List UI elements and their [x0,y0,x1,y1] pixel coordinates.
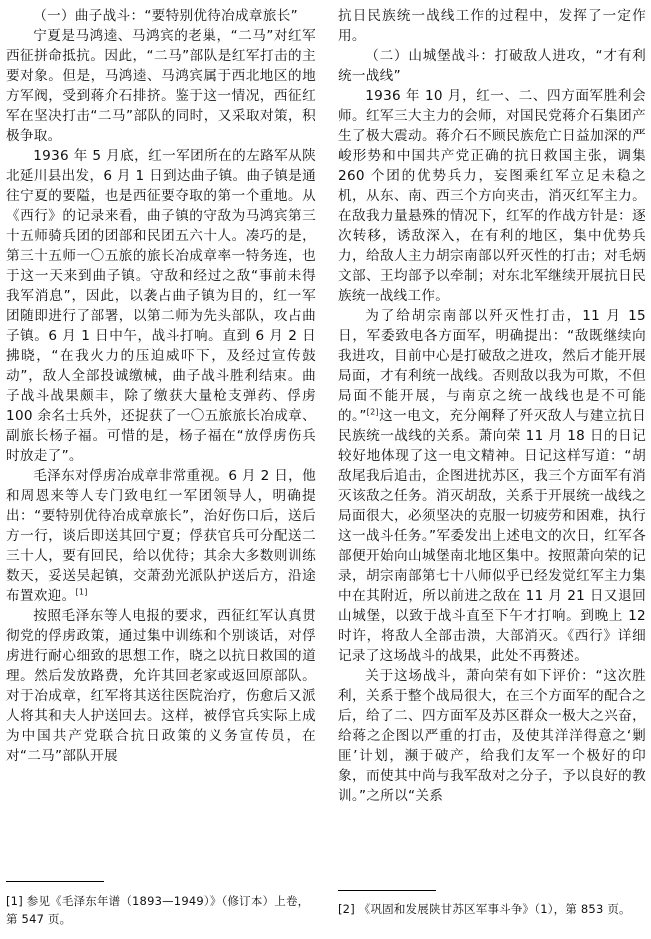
paragraph: 1936 年 10 月，红一、二、四方面军胜利会师。红军三大主力的会师，对国民党蒋介石集团产生了极大震动。蒋介石不顾民族危亡日益加深的严峻形势和中国共产党正确的抗日救国主张，调集 260 个团的优势兵力，妄图乘红军立足未稳之机，从东、南、西三个方向夹击，消灭红军主力。在敌我力量悬殊的情况下，红军的作战方针是：逐次转移，诱敌深入，在有利的地区，集中优势兵力，给敌人主力胡宗南部以歼灭性的打击；对毛炳文部、王均部予以牵制；对东北军继续开展抗日民族统一战线工作。 [338,88,646,304]
paragraph-text: 这一电文，充分阐释了歼灭敌人与建立抗日民族统一战线的关系。萧向荣 11 月 18 日的日记较好地体现了这一电文精神。日记这样写道：“胡敌尾我后追击，企图进扰苏区，我三个方面军有消灭该敌之任务。消灭胡敌，关系于开展统一战线之局面很大，必须坚决的克服一切疲劳和困难，执行这一战斗任务。”军委发出上述电文的次日，红军各部便开始向山城堡南北地区集中。按照萧向荣的记录，胡宗南部第七十八师似乎已经发觉红军主力集中在其附近，所以前进之敌在 11 月 21 日又退回山城堡，以致于战斗直至下午才打响。到晚上 12 时许，将敌人全部击溃，大部消灭。《西行》详细记录了这场战斗的战果，此处不再赘述。 [338,408,646,664]
footnote-ref[interactable]: [2] [366,407,379,417]
paragraph [338,306,646,666]
paragraph: 1936 年 5 月底，红一军团所在的左路军从陕北延川县出发，6 月 1 日到达曲子镇。曲子镇是通往宁夏的要隘，也是西征要夺取的第一个重地。从《西行》的记录来看，曲子镇的守敌为马鸿宾第三十五师骑兵团的团部和民团五六十人。凑巧的是，第三十五师一〇五旅的旅长冶成章率一特务连，也于这一天来到曲子镇。守敌和经过之敌“事前未得我军消息”，因此，以袭占曲子镇为目的，红一军团随即进行了部署，以第二师为先头部队，攻占曲子镇。6 月 1 日中午，战斗打响。直到 6 月 2 日拂晓，“在我火力的压迫威吓下，及经过宣传鼓动”，敌人全部投诚缴械，曲子战斗胜利结束。曲子战斗战果颇丰，除了缴获大量枪支弹药、俘虏 100 余名士兵外，还捉获了一〇五旅旅长冶成章、副旅长杨子福。可惜的是，杨子福在“放俘虏伤兵时放走了”。 [6,148,316,464]
paragraph: 按照毛泽东等人电报的要求，西征红军认真贯彻党的俘虏政策，通过集中训练和个别谈话，对俘虏进行耐心细致的思想工作，晓之以抗日救国的道理。然后发放路费，允许其回老家或返回原部队。对于冶成章，红军将其送往医院治疗，伤愈后又派人将其和夫人护送回去。这样，被俘官兵实际上成为中国共产党联合抗日政策的义务宣传员，在对“二马”部队开展 [6,608,316,764]
paragraph-text: 毛泽东对俘虏冶成章非常重视。6 月 2 日，他和周恩来等人专门致电红一军团领导人，明确提出：“要特别优待冶成章旅长”，治好伤口后，送后方一行，谈后即送其回宁夏；俘获官兵可分配送二三十人，要有回民，给以优待；其余大多数则训练数天，妥送吴起镇，交萧劲光派队护送后方，沿途布置欢迎。 [6,468,316,604]
right-column [338,6,646,806]
section-heading-quzi: （一）曲子战斗：“要特别优待冶成章旅长” [33,8,298,24]
footnote-divider [338,890,436,891]
section-heading-shanchengbao: （二）山城堡战斗：打破敌人进攻，“才有利统一战线” [338,48,646,84]
paragraph: 关于这场战斗，萧向荣有如下评价：“这次胜利，关系于整个战局很大，在三个方面军的配合之后，给了二、四方面军及苏区群众一极大之兴奋，给蒋之企图以严重的打击，及使其洋洋得意之‘剿匪’计划，濒于破产，给我们友军一个极好的印象，而使其中尚与我军敌对之分子，予以良好的教训。”之所以“关系 [338,668,646,804]
continued-text: 抗日民族统一战线工作的过程中，发挥了一定作用。 [338,8,646,44]
footnote: [2] 《巩固和发展陕甘苏区军事斗争》（1），第 853 页。 [338,902,631,916]
paragraph-text: 为了给胡宗南部以歼灭性打击，11 月 15 日，军委致电各方面军，明确提出：“敌既继续向我进攻，目前中心是打破敌之进攻，然后才能开展局面，才有利统一战线。否则敌以我为可欺，不但局面不能开展，与南京之统一战线也是不可能的。” [338,308,646,424]
paragraph: 宁夏是马鸿逵、马鸿宾的老巢，“二马”对红军西征拼命抵抗。因此，“二马”部队是红军打击的主要对象。但是，马鸿逵、马鸿宾属于西北地区的地方军阀，受到蒋介石排挤。鉴于这一情况，西征红军在坚决打击“二马”部队的同时，又采取对策，积极争取。 [6,28,316,144]
footnote-divider [6,881,104,882]
footnote-ref[interactable]: [1] [75,587,88,597]
paragraph [6,466,316,606]
left-column [6,6,316,766]
footnote: [1] 参见《毛泽东年谱（1893—1949）》（修订本）上卷，第 547 页。 [6,894,310,926]
